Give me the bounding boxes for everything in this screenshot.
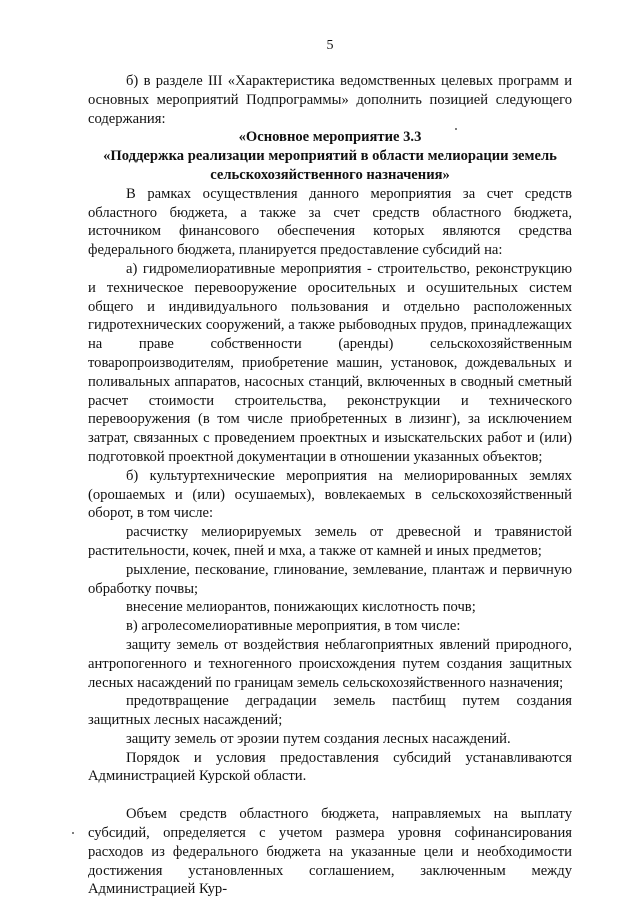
section-title: «Основное мероприятие 3.3 [238,129,422,146]
scan-speck [72,832,74,834]
paragraph-item-c: в) агролесомелиоративные мероприятия, в том числе: [126,618,461,635]
document-body [88,72,572,899]
paragraph-subitem: рыхление, пескование, глинование, землевание, плантаж и первичную обработку почвы; [88,561,572,597]
paragraph-subitem: защиту земель от эрозии путем создания лесных насаждений. [126,730,511,747]
paragraph-intro: В рамках осуществления данного мероприятия за счет средств областного бюджета, а также за счет средств областного бюджета, источником финансового обеспечения которых являются средства федерального бюджета, планируется предоставление субсидий на: [88,185,572,259]
paragraph-budget-volume: Объем средств областного бюджета, направляемых на выплату субсидий, определяется с учетом размера уровня софинансирования расходов из федерального бюджета на указанные цели и необходимости достижения установленных соглашением, заключенным между Администрацией Кур- [88,806,572,898]
paragraph-procedure: Порядок и условия предоставления субсидий устанавливаются Администрацией Курской области. [88,749,572,785]
paragraph-subitem: внесение мелиорантов, понижающих кислотность почв; [126,599,476,616]
paragraph-item-a: а) гидромелиоративные мероприятия - строительство, реконструкцию и техническое перевооружение оросительных и осушительных систем общего и индивидуального пользования и отдельно расположенных гидротехнических сооружений, а также рыбоводных прудов, принадлежащих на праве собственности (аренды) сельскохозяйственным товаропроизводителям, приобретение машин, установок, дождевальных и поливальных аппаратов, насосных станций, включенных в сводный сметный расчет стоимости строительства, реконструкции и технического перевооружения (в том числе приобретенных в лизинг), за исключением затрат, связанных с проведением проектных и изыскательских работ и (или) подготовкой проектной документации в отношении указанных объектов; [88,260,572,465]
paragraph-subitem: предотвращение деградации земель пастбищ путем создания защитных лесных насаждений; [88,693,572,729]
paragraph-subitem: защиту земель от воздействия неблагоприятных явлений природного, антропогенного и техногенного происхождения путем создания защитных лесных насаждений по границам земель сельскохозяйственного назначения; [88,636,572,691]
paragraph-item-b: б) культуртехнические мероприятия на мелиорированных землях (орошаемых и (или) осушаемых), вовлекаемых в сельскохозяйственный оборот, в том числе: [88,467,572,522]
paragraph-subitem: расчистку мелиорируемых земель от древесной и травянистой растительности, кочек, пней и мха, а также от камней и иных предметов; [88,524,572,559]
page-number: 5 [326,38,334,53]
scan-speck [455,128,457,130]
section-subtitle: «Поддержка реализации мероприятий в области мелиорации земель сельскохозяйственного назначения» [103,148,557,183]
paragraph-section-amendment: б) в разделе III «Характеристика ведомственных целевых программ и основных мероприятий Подпрограммы» дополнить позицией следующего содержания: [88,73,572,127]
